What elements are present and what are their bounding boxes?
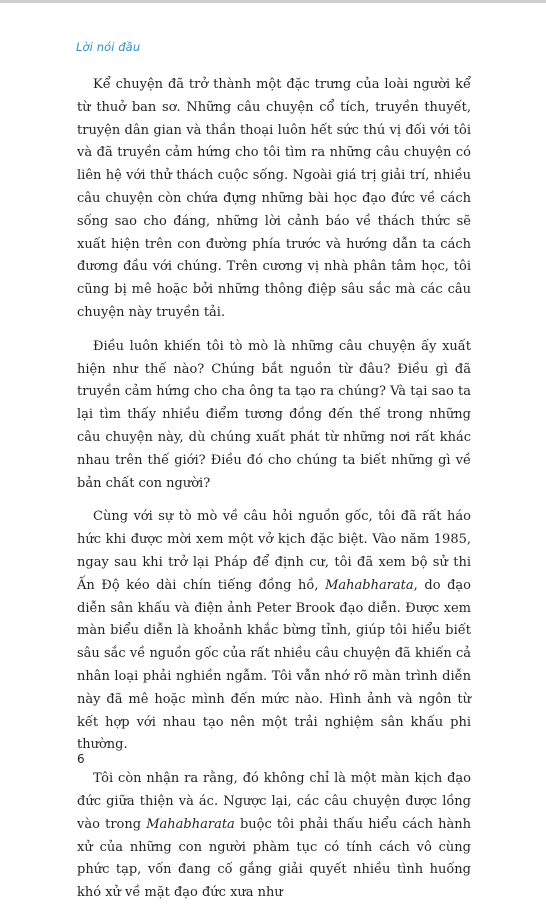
paragraph-4 (77, 768, 471, 905)
paragraph-3-text-b: , do đạo diễn sân khấu và điện ảnh Peter Brook đạo diễn. Được xem màn biểu diễn là khoảnh khắc bừng tỉnh, giúp tôi hiểu biết sâu sắc về nguồn gốc của rất nhiều câu chuyện đã khiến cả nhân loại phải nghiền ngẫm. Tôi vẫn nhớ rõ màn trình diễn này đã mê hoặc mình đến mức nào. Hình ảnh và ngôn từ kết hợp với nhau tạo nên một trải nghiệm sân khấu phi thường. (77, 577, 472, 753)
running-header: Lời nói đầu (76, 40, 141, 54)
paragraph-1 (77, 74, 471, 325)
paragraph-2 (77, 336, 471, 496)
paragraph-2-text: Điều luôn khiến tôi tò mò là những câu chuyện ấy xuất hiện như thế nào? Chúng bắt nguồn từ đâu? Điều gì đã truyền cảm hứng cho cha ông ta tạo ra chúng? Và tại sao ta lại tìm thấy nhiều điểm tương đồng đến thế trong những câu chuyện này, dù chúng xuất phát từ những nơi rất khác nhau trên thế giới? Điều đó cho chúng ta biết những gì về bản chất con người? (77, 338, 471, 491)
page-number: 6 (77, 752, 85, 766)
work-title-italic: Mahabharata (325, 577, 414, 593)
paragraph-4-text-b: buộc tôi phải thấu hiểu cách hành xử của những con người phàm tục có tính cách vô cùng phức tạp, vốn đang cố gắng giải quyết nhiều tình huống khó xử về mặt đạo đức xưa như (77, 816, 471, 901)
body-text (77, 74, 471, 905)
work-title-italic: Mahabharata (146, 816, 235, 832)
top-edge-rule (0, 0, 546, 3)
paragraph-1-text: Kể chuyện đã trở thành một đặc trưng của loài người kể từ thuở ban sơ. Những câu chuyện cổ tích, truyền thuyết, truyện dân gian và thần thoại luôn hết sức thú vị đối với tôi và đã truyền cảm hứng cho tôi tìm ra những câu chuyện có liên hệ với thử thách cuộc sống. Ngoài giá trị giải trí, nhiều câu chuyện còn chứa đựng những bài học đạo đức về cách sống sao cho đáng, những lời cảnh báo về thách thức sẽ xuất hiện trên con đường phía trước và hướng dẫn ta cách đương đầu với chúng. Trên cương vị nhà phân tâm học, tôi cũng bị mê hoặc bởi những thông điệp sâu sắc mà các câu chuyện này truyền tải. (77, 77, 471, 320)
paragraph-4-text-a: Tôi còn nhận ra rằng, đó không chỉ là một màn kịch đạo đức giữa thiện và ác. Ngược lại, các câu chuyện được lồng vào trong (77, 771, 471, 832)
paragraph-3-text-a: Cùng với sự tò mò về câu hỏi nguồn gốc, tôi đã rất háo hức khi được mời xem một vở kịch đặc biệt. Vào năm 1985, ngay sau khi trở lại Pháp để định cư, tôi đã xem bộ sử thi Ấn Độ kéo dài chín tiếng đồng hồ, (77, 509, 471, 593)
paragraph-3 (77, 506, 471, 757)
